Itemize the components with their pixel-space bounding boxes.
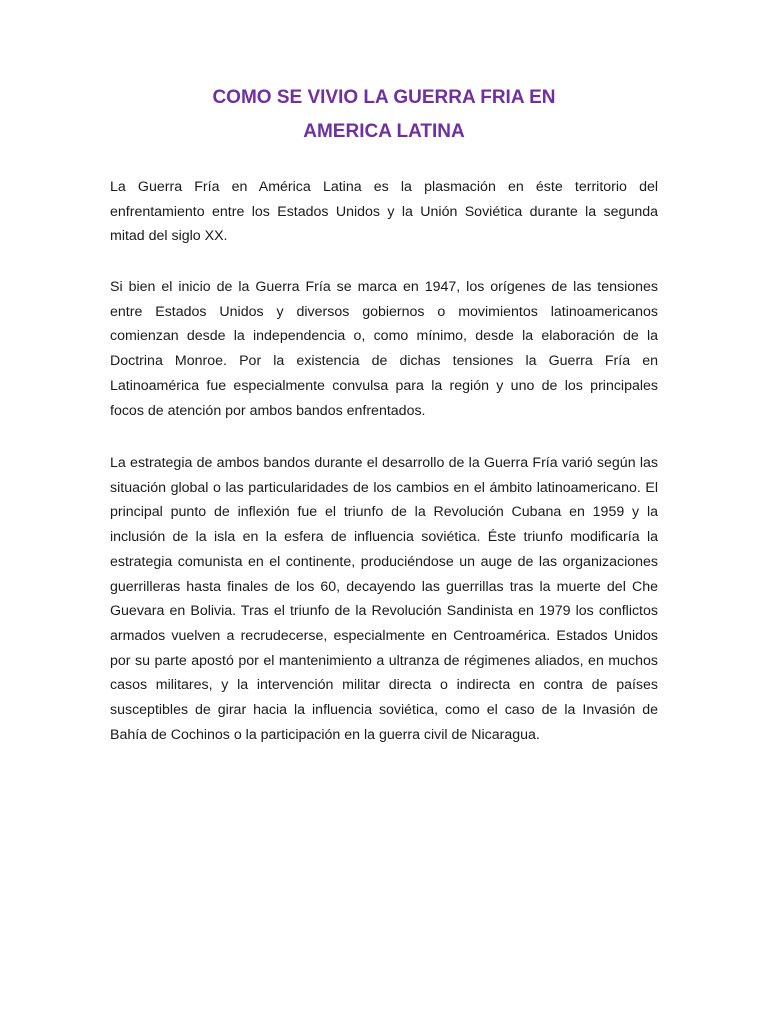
paragraph-strategy: La estrategia de ambos bandos durante el desarrollo de la Guerra Fría varió según las situación global o las particularidades de los cambios en el ámbito latinoamericano. El principal punto de inflexión fue el triunfo de la Revolución Cubana en 1959 y la inclusión de la isla en la esfera de influencia soviética. Éste triunfo modificaría la estrategia comunista en el continente, produciéndose un auge de las organizaciones guerrilleras hasta finales de los 60, decayendo las guerrillas tras la muerte del Che Guevara en Bolivia. Tras el triunfo de la Revolución Sandinista en 1979 los conflictos armados vuelven a recrudecerse, especialmente en Centroamérica. Estados Unidos por su parte apostó por el mantenimiento a ultranza de régimenes aliados, en muchos casos militares, y la intervención militar directa o indirecta en contra de países susceptibles de girar hacia la influencia soviética, como el caso de la Invasión de Bahía de Cochinos o la participación en la guerra civil de Nicaragua. [110, 455, 658, 743]
paragraph-intro: La Guerra Fría en América Latina es la plasmación en éste territorio del enfrentamiento entre los Estados Unidos y la Unión Soviética durante la segunda mitad del siglo XX. [110, 179, 658, 245]
paragraph-origins: Si bien el inicio de la Guerra Fría se marca en 1947, los orígenes de las tensiones entre Estados Unidos y diversos gobiernos o movimientos latinoamericanos comienzan desde la independencia o, como mínimo, desde la elaboración de la Doctrina Monroe. Por la existencia de dichas tensiones la Guerra Fría en Latinoamérica fue especialmente convulsa para la región y uno de los principales focos de atención por ambos bandos enfrentados. [110, 279, 658, 419]
document-title-line-1: COMO SE VIVIO LA GUERRA FRIA EN [212, 87, 556, 108]
document-title-line-2: AMERICA LATINA [303, 121, 465, 142]
